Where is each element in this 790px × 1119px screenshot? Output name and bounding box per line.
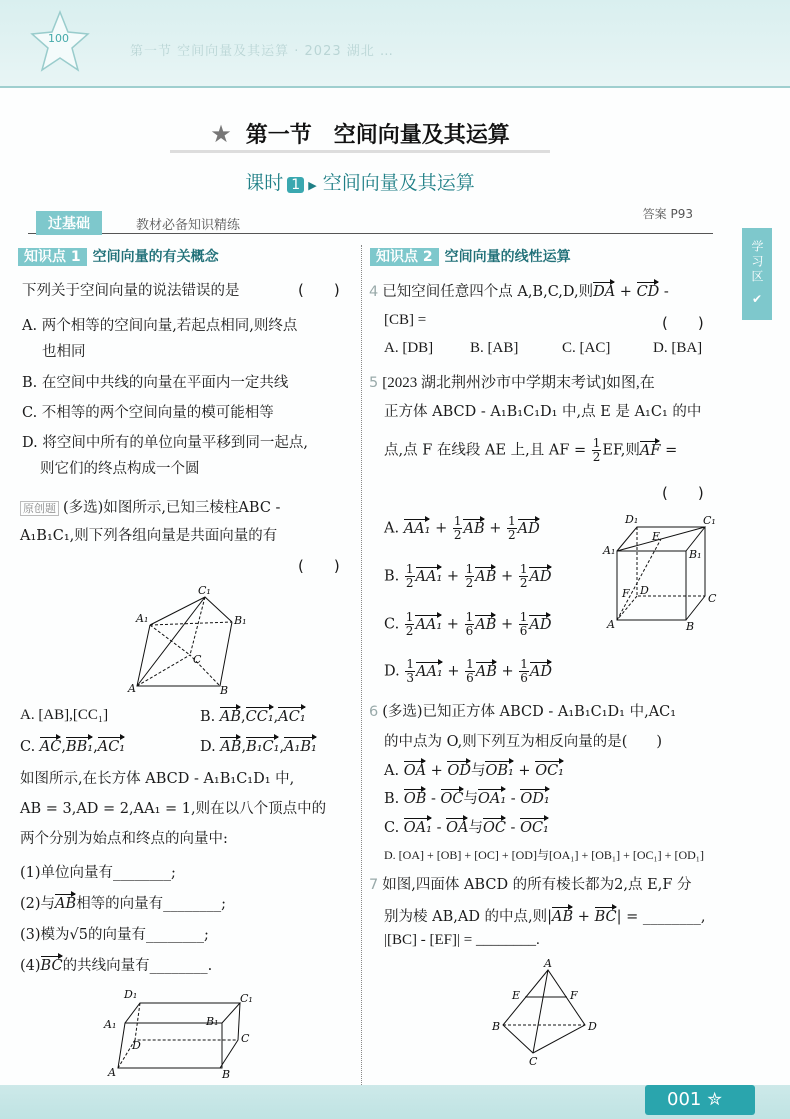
box-hidden-edges: [118, 1003, 238, 1068]
fraction: $\frac{1}{3}$: [406, 657, 414, 686]
q4-stem: [369, 280, 669, 301]
q5-option-c: C. $\frac{1}{2}$ AA₁ + $\frac{1}{6}$ AB + $\frac{1}{6}$ AD: [384, 610, 552, 639]
label: C: [708, 592, 717, 605]
q4-option-b: B. [AB]: [470, 340, 519, 356]
q5-text: [2023 湖北荆州沙市中学期末考试]如图,在: [382, 375, 655, 391]
question-number: 7: [369, 877, 379, 893]
answer-paren: ( ): [662, 484, 704, 502]
label: B: [492, 1020, 501, 1033]
vector: AD: [529, 663, 553, 680]
knowledge-point-1: [18, 246, 219, 266]
side-tab-study-area[interactable]: 学习区 ✔: [742, 228, 772, 320]
vector: OD: [447, 763, 471, 779]
section-tag: 过基础: [36, 211, 102, 235]
tetra-solid-edges: [503, 970, 585, 1053]
label: C₁: [703, 514, 716, 527]
question-number: 4: [369, 284, 379, 300]
label: A₁: [136, 612, 149, 625]
q6-option-d: D. [OA] + [OB] + [OC] + [OD]与[OA₁] + [OB₁] + [OC₁] + [OD₁]: [384, 848, 704, 862]
vector: AA₁: [415, 568, 443, 585]
q7-text: 如图,四面体 ABCD 的所有棱长都为2,点 E,F 分: [382, 877, 692, 893]
label: F: [570, 989, 578, 1002]
label: D: [132, 1039, 141, 1052]
q3-part-4: (4)BC的共线向量有________.: [20, 958, 213, 974]
label: A: [128, 682, 136, 695]
vector: CD: [636, 284, 660, 300]
vector: AB: [475, 663, 497, 680]
label: C₁: [198, 584, 211, 597]
q1-stem: 下列关于空间向量的说法错误的是: [22, 283, 240, 299]
vector: AB: [219, 709, 242, 725]
vector: AA₁: [415, 616, 443, 633]
vector: AD: [517, 520, 540, 537]
title-text: 第一节 空间向量及其运算: [245, 123, 510, 148]
label: C: [193, 653, 202, 666]
knowledge-point-2: [370, 246, 571, 266]
lesson-number: 1: [287, 177, 304, 193]
fraction: $\frac{1}{2}$: [519, 562, 528, 591]
lesson-title-text: 空间向量及其运算: [322, 172, 475, 194]
q2-option-d: D. AB,B₁C₁,A₁B₁: [200, 739, 317, 755]
column-divider: [361, 245, 362, 1105]
mascot-star-icon: ✮: [707, 1089, 723, 1110]
q3-stem: 如图所示,在长方体 ABCD - A₁B₁C₁D₁ 中,: [20, 771, 295, 787]
vector: B₁C₁: [246, 739, 280, 755]
label: C: [241, 1032, 250, 1045]
fraction: $\frac{1}{2}$: [405, 562, 414, 591]
fraction: $\frac{1}{2}$: [508, 514, 516, 543]
vector: DA: [593, 284, 616, 300]
label: A: [108, 1066, 116, 1079]
q2-option-c: C. AC,BB₁,AC₁: [20, 739, 126, 755]
vector: A₁B₁: [284, 739, 317, 755]
vector: AA₁: [403, 520, 431, 537]
source-badge: 原创题: [20, 501, 59, 516]
lesson-title: [0, 168, 720, 195]
prism-hidden-edges: [137, 597, 232, 686]
label: A: [544, 957, 552, 970]
label: C: [529, 1055, 538, 1068]
q5-option-b: B. $\frac{1}{2}$ AA₁ + $\frac{1}{2}$ AB + $\frac{1}{2}$ AD: [384, 562, 552, 591]
fraction: $\frac{1}{6}$: [520, 657, 528, 686]
q1-option-a: A. 两个相等的空间向量,若起点相同,则终点: [22, 318, 298, 334]
answer-reference: 答案 P93: [642, 207, 693, 221]
vector: AB: [220, 739, 242, 755]
q6-option-b: B. OB - OC与OA₁ - OD₁: [384, 791, 550, 807]
lesson-prefix: 课时: [245, 172, 284, 194]
q2-stem-text: (多选)如图所示,已知三棱柱ABC -: [63, 500, 281, 516]
page-title: [0, 118, 720, 149]
label: F: [622, 587, 630, 600]
q4-stem-cont: [CB] =: [384, 312, 427, 328]
q6-option-a: A. OA + OD与OB₁ + OC₁: [384, 763, 564, 779]
kp2-title: 空间向量的线性运算: [444, 249, 571, 265]
vector: BC: [594, 909, 617, 925]
vector: AC: [39, 739, 62, 755]
vector: OC₁: [535, 763, 564, 779]
mascot-star-icon: [30, 10, 90, 80]
vector: OC₁: [520, 820, 549, 836]
q3-part-1: (1)单位向量有________;: [20, 865, 176, 881]
title-underline: [170, 150, 550, 153]
q4-option-c: C. [AC]: [562, 340, 611, 356]
q1-option-b: B. 在空间中共线的向量在平面内一定共线: [22, 375, 289, 391]
label: E: [652, 530, 661, 543]
fraction: $\frac{1}{2}$: [405, 610, 414, 639]
q3-stem-cont: AB = 3,AD = 2,AA₁ = 1,则在以八个顶点中的: [20, 801, 327, 817]
question-number: 5: [369, 375, 379, 391]
vector: AD: [529, 616, 552, 633]
q4-text: 已知空间任意四个点 A,B,C,D,则DA + CD -: [382, 284, 669, 300]
vector: OA₁: [478, 791, 507, 807]
vector: AB: [552, 909, 574, 925]
label: D₁: [124, 988, 138, 1001]
q2-option-a: A. [AB],[CC₁]: [20, 707, 109, 723]
q7-stem-cont2: |[BC] - [EF]| = ________.: [384, 932, 540, 948]
box-solid-edges: [118, 1003, 240, 1068]
cube-figure: [602, 513, 717, 633]
prism-solid-edges: [137, 597, 232, 686]
vector: AC₁: [278, 709, 306, 725]
vector: OD₁: [520, 791, 550, 807]
label: B: [222, 1068, 231, 1081]
q2-option-b: B. AB,CC₁,AC₁: [200, 709, 306, 725]
q6-text: (多选)已知正方体 ABCD - A₁B₁C₁D₁ 中,AC₁: [382, 704, 677, 720]
q6-option-c: C. OA₁ - OA与OC - OC₁: [384, 820, 549, 836]
vector: OC: [440, 791, 464, 807]
label: D: [588, 1020, 597, 1033]
q5-stem: [369, 371, 655, 392]
q3-part-2: (2)与AB相等的向量有________;: [20, 896, 227, 912]
label: E: [512, 989, 521, 1002]
cube-solid-edges: [617, 527, 705, 620]
vector: BB₁: [65, 739, 94, 755]
fraction: $\frac{1}{2}$: [592, 436, 601, 465]
vector: AB: [475, 616, 497, 633]
q5-stem-cont2: 点,点 F 在线段 AE 上,且 AF = $\frac{1}{2}$ EF,则AF =: [384, 436, 678, 465]
vector: OA₁: [403, 820, 432, 836]
q1-option-a-cont: 也相同: [42, 344, 86, 360]
answer-paren: ( ): [298, 557, 340, 575]
triangle-icon: ▶: [308, 179, 317, 192]
q3-stem-cont2: 两个分别为始点和终点的向量中:: [20, 831, 228, 847]
label: B₁: [206, 1015, 219, 1028]
vector: OB: [403, 791, 427, 807]
fraction: $\frac{1}{6}$: [466, 657, 474, 686]
vector: AB: [475, 568, 497, 585]
vector: OA: [403, 763, 427, 779]
q5-stem-cont: 正方体 ABCD - A₁B₁C₁D₁ 中,点 E 是 A₁C₁ 的中: [384, 404, 702, 420]
top-banner: [0, 0, 790, 88]
fraction: $\frac{1}{6}$: [465, 610, 474, 639]
vector: CC₁: [245, 709, 274, 725]
side-tab-label: 学习区: [750, 239, 764, 285]
vector: OC: [482, 820, 506, 836]
cube-hidden-edges: [617, 527, 705, 620]
q4-option-d: D. [BA]: [653, 340, 703, 356]
star-icon: ★: [210, 120, 232, 148]
q5-option-d: D. $\frac{1}{3}$ AA₁ + $\frac{1}{6}$ AB + $\frac{1}{6}$ AD: [384, 657, 553, 686]
section-bar: [28, 207, 713, 234]
section-desc: 教材必备知识精练: [136, 218, 241, 233]
q3-part-3: (3)模为√5的向量有________;: [20, 927, 209, 943]
q6-stem: [369, 700, 676, 721]
q6-stem-cont: 的中点为 O,则下列互为相反向量的是( ): [384, 734, 663, 750]
vector: AC₁: [97, 739, 126, 755]
label: D: [640, 584, 649, 597]
box-figure: [103, 988, 253, 1081]
q2-stem-cont: A₁B₁C₁,则下列各组向量是共面向量的有: [20, 528, 278, 544]
svg-text:100: 100: [48, 32, 69, 45]
fraction: $\frac{1}{2}$: [453, 514, 462, 543]
kp1-tag: 知识点 1: [18, 248, 87, 266]
q1-option-d-cont: 则它们的终点构成一个圆: [40, 461, 200, 477]
q7-stem-cont: 别为棱 AB,AD 的中点,则|AB + BC| = ________,: [384, 909, 706, 925]
label: B: [220, 684, 229, 697]
answer-paren: ( ): [662, 314, 704, 332]
q1-option-d: D. 将空间中所有的单位向量平移到同一起点,: [22, 435, 308, 451]
label: A: [607, 618, 615, 631]
vector: OA: [446, 820, 469, 836]
label: B: [686, 620, 695, 633]
kp1-title: 空间向量的有关概念: [92, 249, 219, 265]
prism-figure: [127, 584, 247, 697]
vector: AB: [55, 896, 77, 912]
label: A₁: [104, 1018, 117, 1031]
vector: AA₁: [415, 663, 443, 680]
vector: OB₁: [485, 763, 514, 779]
q2-stem: [20, 496, 280, 517]
answer-paren: ( ): [298, 281, 340, 299]
q4-option-a: A. [DB]: [384, 340, 434, 356]
label: B₁: [234, 614, 247, 627]
kp2-tag: 知识点 2: [370, 248, 439, 266]
question-number: 6: [369, 704, 379, 720]
q5-option-a: A. AA₁ + $\frac{1}{2}$ AB + $\frac{1}{2}$ AD: [384, 514, 540, 543]
vector: BC: [40, 958, 63, 974]
label: A₁: [603, 544, 616, 557]
vector: AF: [639, 442, 661, 459]
q7-stem: [369, 873, 691, 894]
vector: AB: [463, 520, 485, 537]
label: C₁: [240, 992, 253, 1005]
vector: AD: [529, 568, 552, 585]
label: B₁: [689, 548, 702, 561]
tetrahedron-figure: [491, 957, 597, 1068]
label: D₁: [625, 513, 639, 526]
fraction: $\frac{1}{2}$: [465, 562, 474, 591]
q1-option-c: C. 不相等的两个空间向量的模可能相等: [22, 405, 274, 421]
fraction: $\frac{1}{6}$: [519, 610, 528, 639]
banner-ghost-text: 第一节 空间向量及其运算 · 2023 湖北 …: [130, 44, 394, 59]
page-number-text: 001: [667, 1089, 702, 1110]
page-number: [645, 1085, 755, 1115]
